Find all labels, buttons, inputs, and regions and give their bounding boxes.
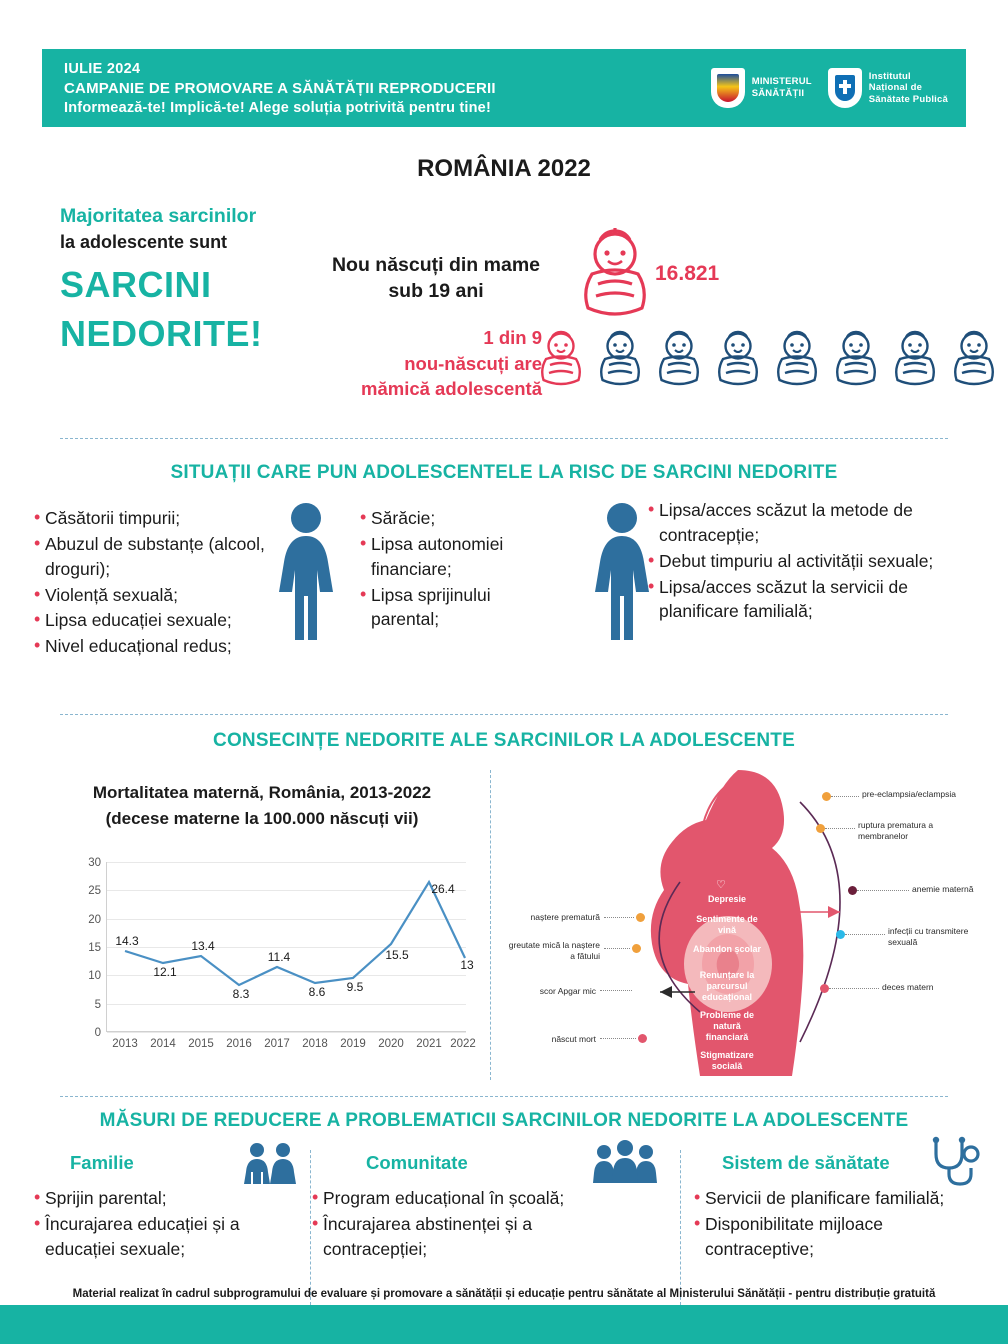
measures-col1-heading: Familie: [70, 1152, 134, 1173]
header-subtitle: Informează-te! Implică-te! Alege soluția potrivită pentru tine!: [64, 99, 491, 116]
divider-3: [60, 1096, 948, 1097]
chart-plot: [88, 857, 476, 1050]
list-item: • Lipsa sprijinului parental;: [360, 583, 560, 633]
data-label: 8.6: [308, 985, 326, 999]
inner-label-parcurs-educational: Renunțare la parcursul educațional: [699, 970, 755, 1002]
divider-2: [60, 714, 948, 715]
list-item: • Lipsa/acces scăzut la metode de contracepție;: [648, 498, 978, 548]
marker-dot: [632, 944, 641, 953]
list-item: • Debut timpuriu al activității sexuale;: [648, 549, 978, 574]
x-tick-label: 2020: [378, 1038, 404, 1050]
y-tick-label: 15: [88, 942, 101, 954]
data-label: 12.1: [153, 965, 177, 979]
insp-logo-line2: Național de: [868, 82, 923, 94]
list-item: • Nivel educațional redus;: [34, 634, 284, 659]
baby-icon: [771, 330, 823, 395]
x-tick-label: 2018: [302, 1038, 328, 1050]
baby-icon: [594, 330, 646, 395]
baby-icon-row: [535, 330, 1008, 395]
data-label: 11.4: [267, 950, 291, 964]
risk-column-3: [648, 498, 978, 625]
chart-title: Mortalitatea maternă, România, 2013-2022: [92, 783, 432, 802]
ratio-line2: nou-născuți are: [404, 352, 542, 374]
label-nascut-mort: născut mort: [551, 1034, 596, 1044]
insp-logo-line3: Sănătate Publică: [868, 93, 948, 105]
measures-column-3: [694, 1186, 974, 1263]
label-ruptura-membrane: ruptura prematura a membranelor: [858, 820, 934, 841]
stethoscope-icon: [928, 1136, 984, 1193]
baby-icon: [948, 330, 1000, 395]
x-tick-label: 2017: [264, 1038, 290, 1050]
vertical-divider-2: [310, 1150, 311, 1305]
chart-subtitle: (decese materne la 100.000 născuți vii): [105, 808, 419, 828]
baby-icon-large: [570, 228, 660, 329]
leader-line: [831, 796, 859, 797]
baby-icon: [889, 330, 941, 395]
risk-column-1: [34, 506, 284, 660]
y-tick-label: 25: [88, 885, 101, 898]
consequences-section-title: CONSECINȚE NEDORITE ALE SARCINILOR LA ADOLESCENTE: [213, 730, 795, 751]
label-nastere-prematura: naștere prematură: [530, 912, 600, 922]
y-tick-label: 0: [94, 1027, 101, 1039]
x-tick-label: 2015: [188, 1038, 214, 1050]
marker-dot: [638, 1034, 647, 1043]
inner-label-depresie: Depresie: [707, 894, 747, 904]
list-item: • Abuzul de substanțe (alcool, droguri);: [34, 532, 284, 582]
measures-col3-heading: Sistem de sănătate: [722, 1152, 890, 1173]
ratio-stat-block: [330, 325, 542, 402]
leader-line: [604, 917, 634, 918]
ministry-logo-line2: SĂNĂTĂȚII: [751, 88, 805, 99]
list-item: • Sărăcie;: [360, 506, 560, 531]
list-item: • Servicii de planificare familială;: [694, 1186, 974, 1211]
chart-title-block: [62, 780, 462, 831]
y-tick-label: 10: [88, 970, 101, 983]
shield-icon: [828, 68, 862, 108]
vertical-divider-1: [490, 770, 491, 1080]
leader-line: [857, 890, 909, 891]
x-tick-label: 2021: [416, 1038, 442, 1050]
label-its: infecții cu transmitere sexuală: [888, 926, 969, 947]
marker-dot: [836, 930, 845, 939]
list-item: • Încurajarea abstinenței și a contracepției;: [312, 1212, 602, 1262]
baby-icon: [653, 330, 705, 395]
woman-icon-2: [588, 500, 656, 645]
inner-label-stigmatizare: Stigmatizare socială: [700, 1050, 754, 1071]
data-label: 15.5: [385, 948, 409, 962]
vertical-divider-3: [680, 1150, 681, 1305]
list-item: • Încurajarea educației și a educației sexuale;: [34, 1212, 296, 1262]
hero-big-line2: NEDORITE!: [60, 312, 263, 354]
list-item: • Sprijin parental;: [34, 1186, 296, 1211]
measures-section-title: MĂSURI DE REDUCERE A PROBLEMATICII SARCINILOR NEDORITE LA ADOLESCENTE: [99, 1110, 909, 1131]
insp-logo: [828, 68, 948, 108]
hero-headline-block: [60, 205, 330, 358]
y-tick-label: 30: [88, 857, 101, 869]
footer-note: Material realizat în cadrul subprogramului de evaluare și promovare a sănătății și educație pentru sănătate al Ministerului Sănătății - pentru distribuție gratuită: [72, 1288, 936, 1300]
data-label: 8.3: [232, 987, 250, 1001]
ratio-line1: 1 din 9: [483, 327, 542, 348]
community-icon: [592, 1140, 658, 1189]
leader-line: [845, 934, 885, 935]
pregnancy-consequences-diagram: [500, 762, 974, 1087]
baby-icon-highlighted: [535, 330, 587, 395]
heart-icon: ♡: [716, 879, 726, 891]
ratio-line3: mămică adolescentă: [361, 378, 542, 400]
ministry-logo-line1: MINISTERUL: [751, 76, 812, 88]
x-tick-label: 2022: [450, 1038, 476, 1050]
marker-dot: [636, 913, 645, 922]
ministry-logo: [711, 68, 812, 108]
newborns-count: 16.821: [655, 262, 720, 285]
y-tick-label: 20: [88, 913, 101, 926]
page-title: ROMÂNIA 2022: [417, 155, 591, 182]
baby-icon: [712, 330, 764, 395]
data-label: 9.5: [346, 980, 364, 994]
divider-1: [60, 438, 948, 439]
measures-column-2: [312, 1186, 602, 1263]
list-item: • Lipsa educației sexuale;: [34, 608, 284, 633]
label-apgar: scor Apgar mic: [539, 986, 596, 996]
newborns-stat-label: Nou născuți din mame sub 19 ani: [331, 254, 541, 303]
x-tick-label: 2013: [112, 1038, 138, 1050]
header-date: IULIE 2024: [64, 60, 141, 77]
coat-of-arms-icon: [711, 68, 745, 108]
header-text-block: [64, 61, 496, 116]
y-tick-label: 5: [94, 998, 101, 1011]
measures-column-1: [34, 1186, 296, 1263]
x-tick-label: 2014: [150, 1038, 176, 1050]
list-item: • Lipsa autonomiei financiare;: [360, 532, 560, 582]
inner-label-financiar: Probleme de natură financiară: [699, 1010, 755, 1042]
baby-icon: [830, 330, 882, 395]
hero-big-line1: SARCINI: [60, 264, 212, 305]
label-preeclampsia: pre-eclampsia/eclampsia: [862, 789, 957, 799]
list-item: • Lipsa/acces scăzut la servicii de planificare familială;: [648, 575, 978, 625]
inner-label-abandon: Abandon școlar: [692, 944, 761, 954]
list-item: • Violență sexuală;: [34, 583, 284, 608]
woman-icon-1: [272, 500, 340, 645]
data-label: 14.3: [115, 934, 139, 948]
label-greutate-mica: greutate mică la naștere a fătului: [508, 940, 600, 961]
insp-logo-line1: Institutul: [868, 70, 911, 82]
header-campaign-title: CAMPANIE DE PROMOVARE A SĂNĂTĂȚII REPRODUCERII: [64, 79, 496, 97]
data-label: 13.4: [191, 939, 215, 953]
gridline: [94, 1027, 466, 1039]
family-icon: [240, 1142, 300, 1189]
risk-column-2: [360, 506, 560, 633]
hero-line2: la adolescente sunt: [60, 232, 228, 252]
data-label: 13: [460, 958, 474, 972]
list-item: • Program educațional în școală;: [312, 1186, 602, 1211]
marker-dot: [816, 824, 825, 833]
chart-series-line: [107, 862, 467, 1032]
list-item: • Disponibilitate mijloace contraceptive;: [694, 1212, 974, 1262]
header-logos: [711, 68, 948, 108]
marker-dot: [820, 984, 829, 993]
inner-label-vina: Sentimente de vină: [696, 914, 758, 935]
label-anemie: anemie maternă: [912, 884, 974, 894]
maternal-mortality-chart: [62, 857, 478, 1067]
leader-line: [600, 990, 632, 991]
x-tick-label: 2016: [226, 1038, 252, 1050]
leader-line: [600, 1038, 636, 1039]
data-label: 26.4: [431, 882, 455, 896]
footer-bar: [0, 1305, 1008, 1344]
leader-line: [825, 828, 855, 829]
x-tick-label: 2019: [340, 1038, 366, 1050]
marker-dot: [822, 792, 831, 801]
risk-section-title: SITUAȚII CARE PUN ADOLESCENTELE LA RISC DE SARCINI NEDORITE: [170, 462, 838, 483]
measures-col2-heading: Comunitate: [366, 1152, 468, 1173]
list-item: • Căsătorii timpurii;: [34, 506, 284, 531]
hero-line1: Majoritatea sarcinilor: [60, 205, 257, 227]
newborns-stat-value: [655, 262, 719, 286]
leader-line: [604, 948, 630, 949]
marker-dot: [848, 886, 857, 895]
campaign-header: [42, 49, 966, 127]
leader-line: [829, 988, 879, 989]
label-deces-matern: deces matern: [882, 982, 934, 992]
